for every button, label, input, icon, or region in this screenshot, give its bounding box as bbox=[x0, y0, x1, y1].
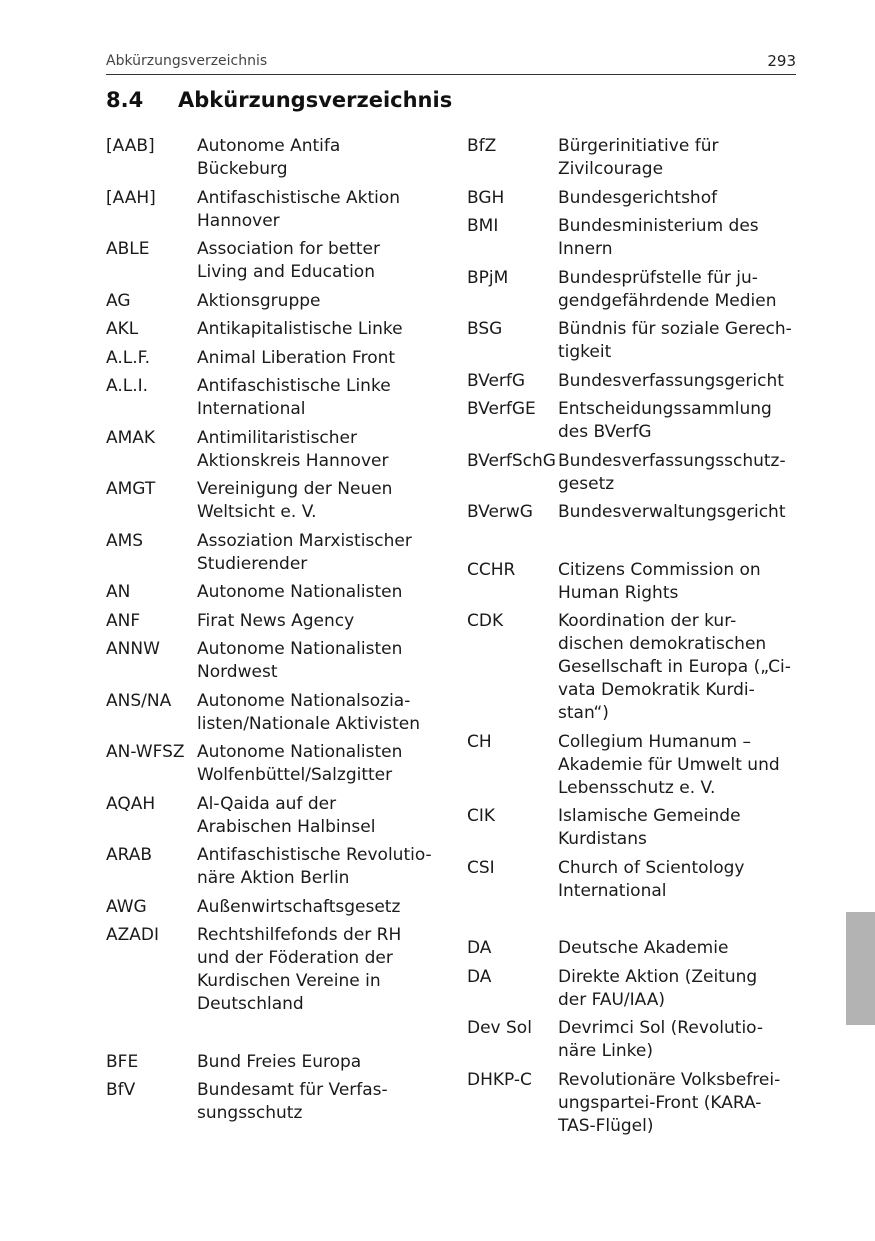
abbreviation: CSI bbox=[467, 857, 495, 878]
abbreviation-list-left bbox=[106, 135, 441, 1131]
definition: Antimilitaristischer Aktionskreis Hannover bbox=[197, 427, 389, 471]
abbreviation-entry bbox=[467, 215, 797, 261]
abbreviation: DA bbox=[467, 938, 492, 958]
abbreviation: ANNW bbox=[106, 639, 160, 659]
abbreviation: CCHR bbox=[467, 559, 516, 580]
abbreviation-entry bbox=[106, 187, 441, 233]
definition: Revolutionäre Volksbefrei- ungspartei-Front (KARA- TAS-Flügel) bbox=[558, 1069, 781, 1136]
definition: Bürgerinitiative für Zivilcourage bbox=[558, 136, 719, 179]
running-header bbox=[106, 50, 796, 75]
abbreviation: [AAH] bbox=[106, 187, 156, 208]
abbreviation: ABLE bbox=[106, 239, 150, 259]
definition: Koordination der kur- dischen demokratischen Gesellschaft in Europa („Ci- vata Demokratik Kurdi- stan“) bbox=[558, 611, 791, 723]
abbreviation-entry bbox=[106, 238, 441, 284]
definition: Direkte Aktion (Zeitung der FAU/IAA) bbox=[558, 966, 758, 1010]
abbreviation: DA bbox=[467, 966, 492, 987]
abbreviation: AWG bbox=[106, 896, 147, 917]
abbreviation-entry bbox=[467, 187, 797, 210]
chapter-thumb-tab bbox=[846, 912, 875, 1025]
definition: Church of Scientology International bbox=[558, 857, 745, 901]
abbreviation-entry bbox=[106, 1051, 441, 1074]
abbreviation-entry bbox=[106, 478, 441, 524]
definition: Bundesverfassungsgericht bbox=[558, 370, 784, 391]
abbreviation: BGH bbox=[467, 187, 505, 208]
definition: Bundesgerichtshof bbox=[558, 187, 718, 208]
abbreviation: AN bbox=[106, 582, 131, 602]
section-title: Abkürzungsverzeichnis bbox=[178, 88, 453, 112]
abbreviation: BSG bbox=[467, 319, 503, 339]
definition: Al-Qaida auf der Arabischen Halbinsel bbox=[197, 793, 376, 837]
definition: Bundesprüfstelle für ju- gendgefährdende Medien bbox=[558, 267, 777, 311]
definition: Animal Liberation Front bbox=[197, 347, 396, 368]
abbreviation-entry bbox=[467, 398, 797, 444]
abbreviation: CH bbox=[467, 731, 492, 752]
definition: Devrimci Sol (Revolutio- näre Linke) bbox=[558, 1018, 764, 1061]
abbreviation: Dev Sol bbox=[467, 1018, 532, 1038]
definition: Rechtshilfefonds der RH und der Föderation der Kurdischen Vereine in Deutschland bbox=[197, 925, 402, 1014]
abbreviation: AN-WFSZ bbox=[106, 742, 185, 762]
abbreviation-entry bbox=[106, 896, 441, 919]
abbreviation-entry bbox=[106, 581, 441, 604]
abbreviation-entry bbox=[467, 370, 797, 393]
abbreviation-entry bbox=[467, 857, 797, 903]
abbreviation: BFE bbox=[106, 1051, 139, 1072]
abbreviation-entry bbox=[467, 267, 797, 313]
abbreviation: BMI bbox=[467, 216, 499, 236]
abbreviation: ANF bbox=[106, 610, 141, 631]
abbreviation: CIK bbox=[467, 806, 496, 826]
definition: Association for better Living and Education bbox=[197, 239, 381, 282]
abbreviation-entry bbox=[467, 559, 797, 605]
abbreviation: BVerfG bbox=[467, 370, 526, 391]
definition: Antifaschistische Revolutio- näre Aktion Berlin bbox=[197, 845, 432, 888]
abbreviation: BVerwG bbox=[467, 502, 533, 522]
page-number: 293 bbox=[767, 52, 796, 70]
section-number: 8.4 bbox=[106, 88, 144, 112]
definition: Bundesministerium des Innern bbox=[558, 216, 759, 259]
abbreviation-entry bbox=[106, 530, 441, 576]
abbreviation: AMS bbox=[106, 530, 144, 551]
abbreviation-entry bbox=[467, 1069, 797, 1138]
definition: Bundesverfassungsschutz- gesetz bbox=[558, 450, 786, 494]
abbreviation: [AAB] bbox=[106, 136, 155, 156]
abbreviation: BfV bbox=[106, 1080, 136, 1100]
abbreviation-entry bbox=[106, 690, 441, 736]
abbreviation: AG bbox=[106, 290, 131, 311]
abbreviation-entry bbox=[467, 731, 797, 800]
definition: Bundesverwaltungsgericht bbox=[558, 502, 786, 522]
abbreviation: BPjM bbox=[467, 267, 509, 288]
definition: Autonome Nationalisten Wolfenbüttel/Salzgitter bbox=[197, 742, 403, 785]
abbreviation-entry bbox=[106, 290, 441, 313]
letter-group-gap bbox=[106, 1022, 441, 1051]
abbreviation-entry bbox=[467, 318, 797, 364]
definition: Firat News Agency bbox=[197, 610, 355, 631]
abbreviation-entry bbox=[106, 318, 441, 341]
running-title: Abkürzungsverzeichnis bbox=[106, 53, 268, 69]
abbreviation: A.L.F. bbox=[106, 347, 151, 368]
letter-group-gap bbox=[467, 530, 797, 559]
abbreviation-entry bbox=[467, 966, 797, 1012]
abbreviation: DHKP-C bbox=[467, 1069, 532, 1090]
definition: Autonome Nationalisten Nordwest bbox=[197, 639, 403, 682]
abbreviation-entry bbox=[106, 610, 441, 633]
abbreviation-entry bbox=[106, 844, 441, 890]
abbreviation: AZADI bbox=[106, 925, 160, 945]
abbreviation-entry bbox=[467, 450, 797, 496]
definition: Bundesamt für Verfas- sungsschutz bbox=[197, 1080, 388, 1123]
abbreviation-entry bbox=[106, 375, 441, 421]
abbreviation-entry bbox=[467, 805, 797, 851]
definition: Außenwirtschaftsgesetz bbox=[197, 896, 401, 917]
abbreviation-entry bbox=[106, 135, 441, 181]
abbreviation: AMGT bbox=[106, 479, 156, 499]
abbreviation: BfZ bbox=[467, 136, 497, 156]
definition: Autonome Nationalsozia- listen/Nationale Aktivisten bbox=[197, 690, 421, 734]
definition: Citizens Commission on Human Rights bbox=[558, 559, 761, 603]
abbreviation-entry bbox=[106, 793, 441, 839]
abbreviation: AQAH bbox=[106, 793, 156, 814]
definition: Antifaschistische Aktion Hannover bbox=[197, 187, 401, 231]
definition: Entscheidungssammlung des BVerfG bbox=[558, 399, 772, 442]
definition: Bund Freies Europa bbox=[197, 1051, 362, 1072]
abbreviation-entry bbox=[106, 924, 441, 1016]
abbreviation: AKL bbox=[106, 319, 139, 339]
abbreviation-entry bbox=[106, 638, 441, 684]
definition: Autonome Antifa Bückeburg bbox=[197, 136, 341, 179]
definition: Autonome Nationalisten bbox=[197, 582, 403, 602]
definition: Collegium Humanum – Akademie für Umwelt und Lebensschutz e. V. bbox=[558, 731, 780, 798]
definition: Aktionsgruppe bbox=[197, 290, 321, 311]
definition: Deutsche Akademie bbox=[558, 938, 729, 958]
abbreviation-entry bbox=[106, 1079, 441, 1125]
definition: Islamische Gemeinde Kurdistans bbox=[558, 806, 741, 849]
abbreviation-entry bbox=[467, 610, 797, 725]
abbreviation-entry bbox=[467, 501, 797, 524]
abbreviation: ARAB bbox=[106, 845, 153, 865]
section-heading bbox=[106, 88, 452, 112]
abbreviation-entry bbox=[467, 135, 797, 181]
definition: Assoziation Marxistischer Studierender bbox=[197, 530, 412, 574]
abbreviation-entry bbox=[106, 347, 441, 370]
abbreviation-entry bbox=[106, 741, 441, 787]
abbreviation: ANS/NA bbox=[106, 690, 172, 711]
definition: Bündnis für soziale Gerech- tigkeit bbox=[558, 319, 792, 362]
abbreviation: BVerfGE bbox=[467, 399, 536, 419]
abbreviation-entry bbox=[467, 1017, 797, 1063]
abbreviation-list-right bbox=[467, 135, 797, 1143]
abbreviation-entry bbox=[467, 937, 797, 960]
abbreviation: A.L.I. bbox=[106, 376, 149, 396]
abbreviation-entry bbox=[106, 427, 441, 473]
abbreviation: CDK bbox=[467, 611, 504, 631]
definition: Vereinigung der Neuen Weltsicht e. V. bbox=[197, 479, 393, 522]
definition: Antifaschistische Linke International bbox=[197, 376, 391, 419]
letter-group-gap bbox=[467, 908, 797, 937]
abbreviation: BVerfSchG bbox=[467, 450, 556, 471]
definition: Antikapitalistische Linke bbox=[197, 319, 403, 339]
abbreviation: AMAK bbox=[106, 427, 156, 448]
